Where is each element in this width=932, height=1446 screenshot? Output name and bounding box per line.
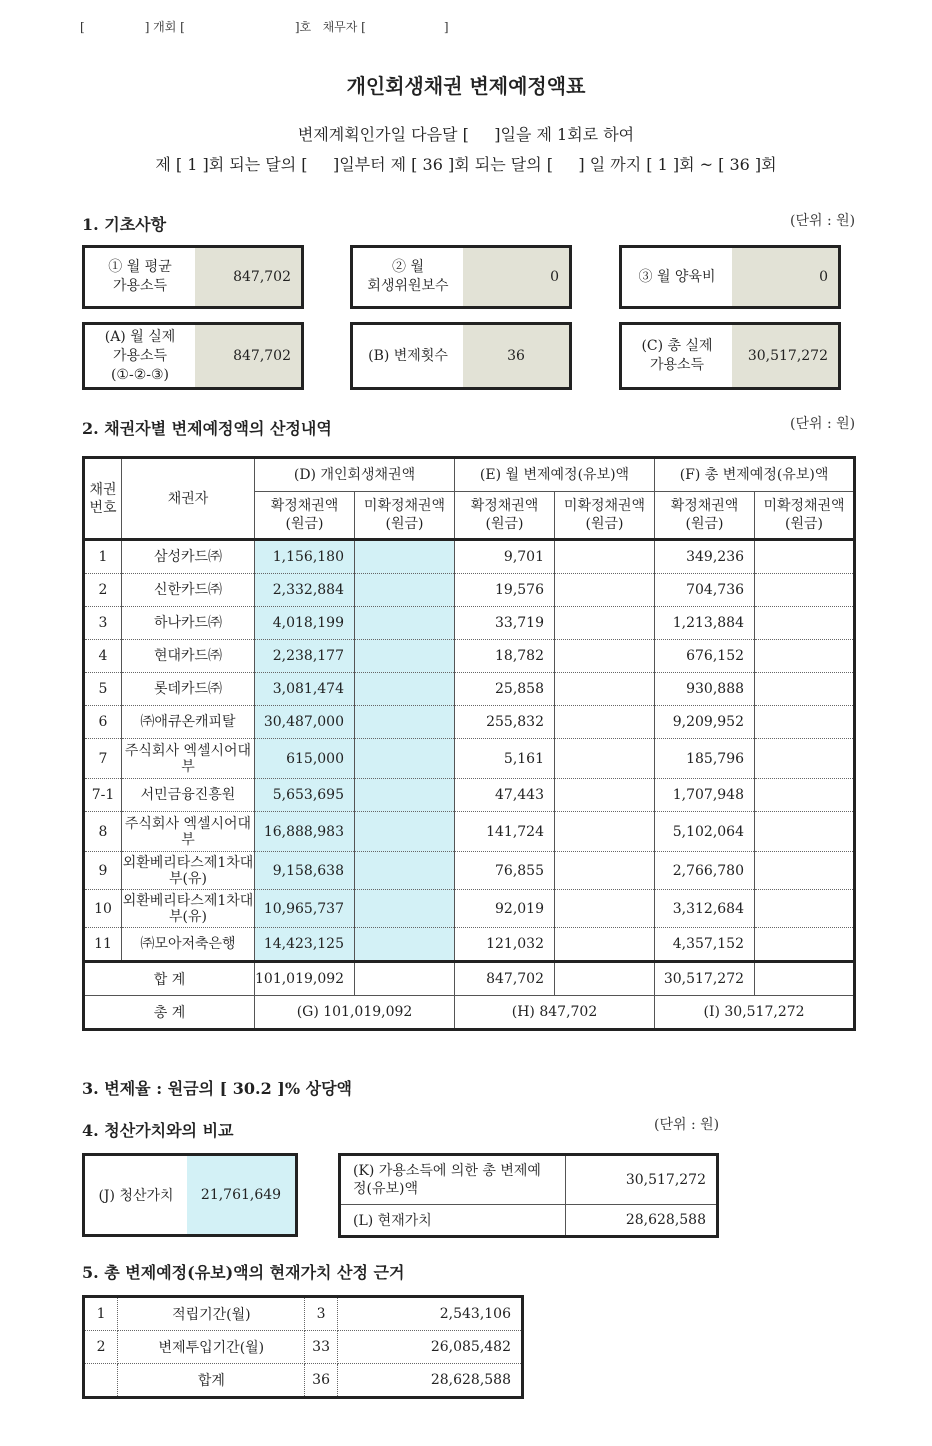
row-e-confirmed: 9,701 <box>455 540 555 574</box>
liquidation-value: 21,761,649 <box>187 1156 295 1234</box>
pv-no <box>84 1364 118 1398</box>
row-no: 4 <box>84 640 122 673</box>
row-d-confirmed: 30,487,000 <box>255 706 355 739</box>
sum-f: 30,517,272 <box>655 962 755 996</box>
row-no: 11 <box>84 928 122 962</box>
row-d-confirmed: 14,423,125 <box>255 928 355 962</box>
section3-heading: 3. 변제율 : 원금의 [ 30.2 ]% 상당액 <box>82 1079 353 1098</box>
row-e-unconfirmed <box>555 706 655 739</box>
col-e-header: (E) 월 변제예정(유보)액 <box>455 458 655 492</box>
sum-e-unconfirmed <box>555 962 655 996</box>
row-e-confirmed: 121,032 <box>455 928 555 962</box>
e-confirmed-header: 확정채권액 (원금) <box>455 492 555 540</box>
sum-f-unconfirmed <box>755 962 855 996</box>
row-d-unconfirmed <box>355 928 455 962</box>
row-e-unconfirmed <box>555 852 655 890</box>
subtitle-line-2: 제 [ 1 ]회 되는 달의 [ ]일부터 제 [ 36 ]회 되는 달의 [ ] 일 까지 [ 1 ]회 ~ [ 36 ]회 <box>155 155 777 174</box>
row-e-unconfirmed <box>555 928 655 962</box>
pv-amount: 28,628,588 <box>337 1364 522 1398</box>
row-creditor: 외환베리타스제1차대부(유) <box>122 852 255 890</box>
table-row <box>84 852 855 890</box>
section5-heading: 5. 총 변제예정(유보)액의 현재가치 산정 근거 <box>82 1263 405 1282</box>
row-d-unconfirmed <box>355 779 455 812</box>
row-f-confirmed: 676,152 <box>655 640 755 673</box>
box-value: 847,702 <box>195 248 301 306</box>
row-f-unconfirmed <box>755 779 855 812</box>
section4-unit: (단위 : 원) <box>654 1117 720 1133</box>
col-d-header: (D) 개인회생채권액 <box>255 458 455 492</box>
row-creditor: ㈜애큐온캐피탈 <box>122 706 255 739</box>
row-creditor: ㈜모아저축은행 <box>122 928 255 962</box>
e-unconfirmed-header: 미확정채권액 (원금) <box>555 492 655 540</box>
table-row <box>84 574 855 607</box>
row-e-unconfirmed <box>555 812 655 852</box>
row-d-confirmed: 2,238,177 <box>255 640 355 673</box>
row-creditor: 서민금융진흥원 <box>122 779 255 812</box>
row-e-confirmed: 76,855 <box>455 852 555 890</box>
row-e-confirmed: 47,443 <box>455 779 555 812</box>
pv-no: 2 <box>84 1331 118 1364</box>
row-creditor: 현대카드㈜ <box>122 640 255 673</box>
row-f-unconfirmed <box>755 852 855 890</box>
row-d-confirmed: 615,000 <box>255 739 355 779</box>
row-d-unconfirmed <box>355 640 455 673</box>
table-row <box>84 1364 523 1398</box>
row-f-unconfirmed <box>755 607 855 640</box>
table-row <box>84 739 855 779</box>
total-g: (G) 101,019,092 <box>255 996 455 1030</box>
row-f-confirmed: 9,209,952 <box>655 706 755 739</box>
row-e-confirmed: 92,019 <box>455 890 555 928</box>
liquidation-value-label: (J) 청산가치 <box>98 1188 174 1204</box>
row-e-unconfirmed <box>555 673 655 706</box>
table-row <box>84 812 855 852</box>
row-f-confirmed: 349,236 <box>655 540 755 574</box>
row-d-confirmed: 10,965,737 <box>255 890 355 928</box>
subtitle-line-1: 변제계획인가일 다음달 [ ]일을 제 1회로 하여 <box>297 125 635 144</box>
total-label: 총 계 <box>84 996 255 1030</box>
row-e-unconfirmed <box>555 640 655 673</box>
row-no: 7 <box>84 739 122 779</box>
col-f-header: (F) 총 변제예정(유보)액 <box>655 458 855 492</box>
row-e-confirmed: 5,161 <box>455 739 555 779</box>
pv-label: 변제투입기간(월) <box>118 1331 305 1364</box>
row-d-unconfirmed <box>355 739 455 779</box>
row-f-confirmed: 4,357,152 <box>655 928 755 962</box>
total-row <box>84 996 855 1030</box>
total-i: (I) 30,517,272 <box>655 996 855 1030</box>
row-f-unconfirmed <box>755 706 855 739</box>
box-value: 0 <box>463 248 569 306</box>
box-actual-monthly-income <box>82 322 304 390</box>
row-e-unconfirmed <box>555 574 655 607</box>
present-value-table <box>82 1295 524 1399</box>
row-e-unconfirmed <box>555 607 655 640</box>
case-header <box>80 18 449 35</box>
d-unconfirmed-header: 미확정채권액 (원금) <box>355 492 455 540</box>
row-d-confirmed: 9,158,638 <box>255 852 355 890</box>
row-no: 8 <box>84 812 122 852</box>
k-label: (K) 가용소득에 의한 총 변제예정(유보)액 <box>340 1155 566 1205</box>
col-creditor-header: 채권자 <box>122 458 255 540</box>
row-d-unconfirmed <box>355 706 455 739</box>
f-unconfirmed-header: 미확정채권액 (원금) <box>755 492 855 540</box>
row-creditor: 주식회사 엑셀시어대부 <box>122 812 255 852</box>
sum-e: 847,702 <box>455 962 555 996</box>
box-label: ① 월 평균 가용소득 <box>108 259 172 294</box>
debtor-suffix: ] <box>443 20 449 34</box>
section1-heading: 1. 기초사항 <box>82 215 167 234</box>
row-d-unconfirmed <box>355 574 455 607</box>
row-f-confirmed: 704,736 <box>655 574 755 607</box>
row-d-unconfirmed <box>355 673 455 706</box>
table-row <box>84 706 855 739</box>
row-d-unconfirmed <box>355 812 455 852</box>
pv-no: 1 <box>84 1297 118 1331</box>
sum-d-unconfirmed <box>355 962 455 996</box>
row-e-confirmed: 33,719 <box>455 607 555 640</box>
box-monthly-trustee-fee <box>350 245 572 309</box>
row-no: 6 <box>84 706 122 739</box>
table-row <box>84 779 855 812</box>
row-no: 9 <box>84 852 122 890</box>
pv-label: 합계 <box>118 1364 305 1398</box>
row-f-unconfirmed <box>755 928 855 962</box>
sum-label: 합 계 <box>84 962 255 996</box>
box-label: ② 월 회생위원보수 <box>367 259 449 294</box>
row-creditor: 신한카드㈜ <box>122 574 255 607</box>
d-confirmed-header: 확정채권액 (원금) <box>255 492 355 540</box>
row-f-confirmed: 930,888 <box>655 673 755 706</box>
row-f-unconfirmed <box>755 574 855 607</box>
pv-months: 33 <box>305 1331 337 1364</box>
f-confirmed-header: 확정채권액 (원금) <box>655 492 755 540</box>
row-d-confirmed: 3,081,474 <box>255 673 355 706</box>
row-no: 2 <box>84 574 122 607</box>
row-d-confirmed: 1,156,180 <box>255 540 355 574</box>
box-label: (A) 월 실제 가용소득 (①-②-③) <box>104 328 176 383</box>
pv-amount: 26,085,482 <box>337 1331 522 1364</box>
section2-heading: 2. 채권자별 변제예정액의 산정내역 <box>82 419 332 438</box>
row-f-confirmed: 3,312,684 <box>655 890 755 928</box>
table-row <box>84 890 855 928</box>
box-label: (C) 총 실제 가용소득 <box>641 338 713 373</box>
row-e-confirmed: 19,576 <box>455 574 555 607</box>
table-row <box>84 1297 523 1331</box>
row-f-unconfirmed <box>755 640 855 673</box>
box-monthly-avg-income <box>82 245 304 309</box>
row-creditor: 주식회사 엑셀시어대부 <box>122 739 255 779</box>
row-e-unconfirmed <box>555 779 655 812</box>
row-f-confirmed: 5,102,064 <box>655 812 755 852</box>
section4-heading: 4. 청산가치와의 비교 <box>82 1121 234 1140</box>
liquidation-value-box <box>82 1153 298 1237</box>
row-no: 7-1 <box>84 779 122 812</box>
k-value: 30,517,272 <box>566 1155 718 1205</box>
row-f-unconfirmed <box>755 890 855 928</box>
row-e-confirmed: 18,782 <box>455 640 555 673</box>
case-no-suffix: ]호 채무자 [ <box>294 20 366 34</box>
table-row <box>84 928 855 962</box>
row-f-unconfirmed <box>755 812 855 852</box>
box-label: ③ 월 양육비 <box>638 268 716 285</box>
row-creditor: 외환베리타스제1차대부(유) <box>122 890 255 928</box>
total-h: (H) 847,702 <box>455 996 655 1030</box>
row-f-unconfirmed <box>755 540 855 574</box>
row-e-unconfirmed <box>555 739 655 779</box>
case-open-prefix: [ <box>80 20 85 34</box>
row-d-unconfirmed <box>355 540 455 574</box>
row-e-unconfirmed <box>555 540 655 574</box>
row-d-confirmed: 16,888,983 <box>255 812 355 852</box>
row-d-unconfirmed <box>355 852 455 890</box>
row-f-confirmed: 1,707,948 <box>655 779 755 812</box>
table-row <box>84 540 855 574</box>
sum-row <box>84 962 855 996</box>
l-value: 28,628,588 <box>566 1205 718 1237</box>
table-row <box>84 1331 523 1364</box>
pv-amount: 2,543,106 <box>337 1297 522 1331</box>
row-f-confirmed: 185,796 <box>655 739 755 779</box>
section2-unit: (단위 : 원) <box>790 416 856 432</box>
box-total-actual-income <box>619 322 841 390</box>
sum-d: 101,019,092 <box>255 962 355 996</box>
row-d-confirmed: 4,018,199 <box>255 607 355 640</box>
row-no: 5 <box>84 673 122 706</box>
row-no: 1 <box>84 540 122 574</box>
row-d-confirmed: 5,653,695 <box>255 779 355 812</box>
row-creditor: 롯데카드㈜ <box>122 673 255 706</box>
box-value: 30,517,272 <box>732 325 838 387</box>
comparison-table <box>338 1153 719 1238</box>
section1-unit: (단위 : 원) <box>790 213 856 229</box>
row-no: 3 <box>84 607 122 640</box>
row-d-unconfirmed <box>355 890 455 928</box>
table-row <box>84 640 855 673</box>
row-d-confirmed: 2,332,884 <box>255 574 355 607</box>
row-e-confirmed: 25,858 <box>455 673 555 706</box>
row-creditor: 삼성카드㈜ <box>122 540 255 574</box>
box-value: 847,702 <box>195 325 301 387</box>
row-creditor: 하나카드㈜ <box>122 607 255 640</box>
box-value: 0 <box>732 248 838 306</box>
box-repayment-count <box>350 322 572 390</box>
row-f-unconfirmed <box>755 673 855 706</box>
l-label: (L) 현재가치 <box>340 1205 566 1237</box>
pv-label: 적립기간(월) <box>118 1297 305 1331</box>
table-row <box>84 673 855 706</box>
col-no-header: 채권 번호 <box>84 458 122 540</box>
row-e-confirmed: 255,832 <box>455 706 555 739</box>
row-f-confirmed: 2,766,780 <box>655 852 755 890</box>
row-no: 10 <box>84 890 122 928</box>
table-row <box>84 607 855 640</box>
pv-months: 3 <box>305 1297 337 1331</box>
row-e-confirmed: 141,724 <box>455 812 555 852</box>
pv-months: 36 <box>305 1364 337 1398</box>
box-value: 36 <box>463 325 569 387</box>
row-f-confirmed: 1,213,884 <box>655 607 755 640</box>
row-e-unconfirmed <box>555 890 655 928</box>
row-f-unconfirmed <box>755 739 855 779</box>
creditor-table <box>82 456 856 1031</box>
page-title: 개인회생채권 변제예정액표 <box>346 74 586 98</box>
row-d-unconfirmed <box>355 607 455 640</box>
box-label: (B) 변제횟수 <box>368 347 448 364</box>
case-open-suffix: ] 개회 [ <box>144 20 185 34</box>
box-monthly-child-support <box>619 245 841 309</box>
